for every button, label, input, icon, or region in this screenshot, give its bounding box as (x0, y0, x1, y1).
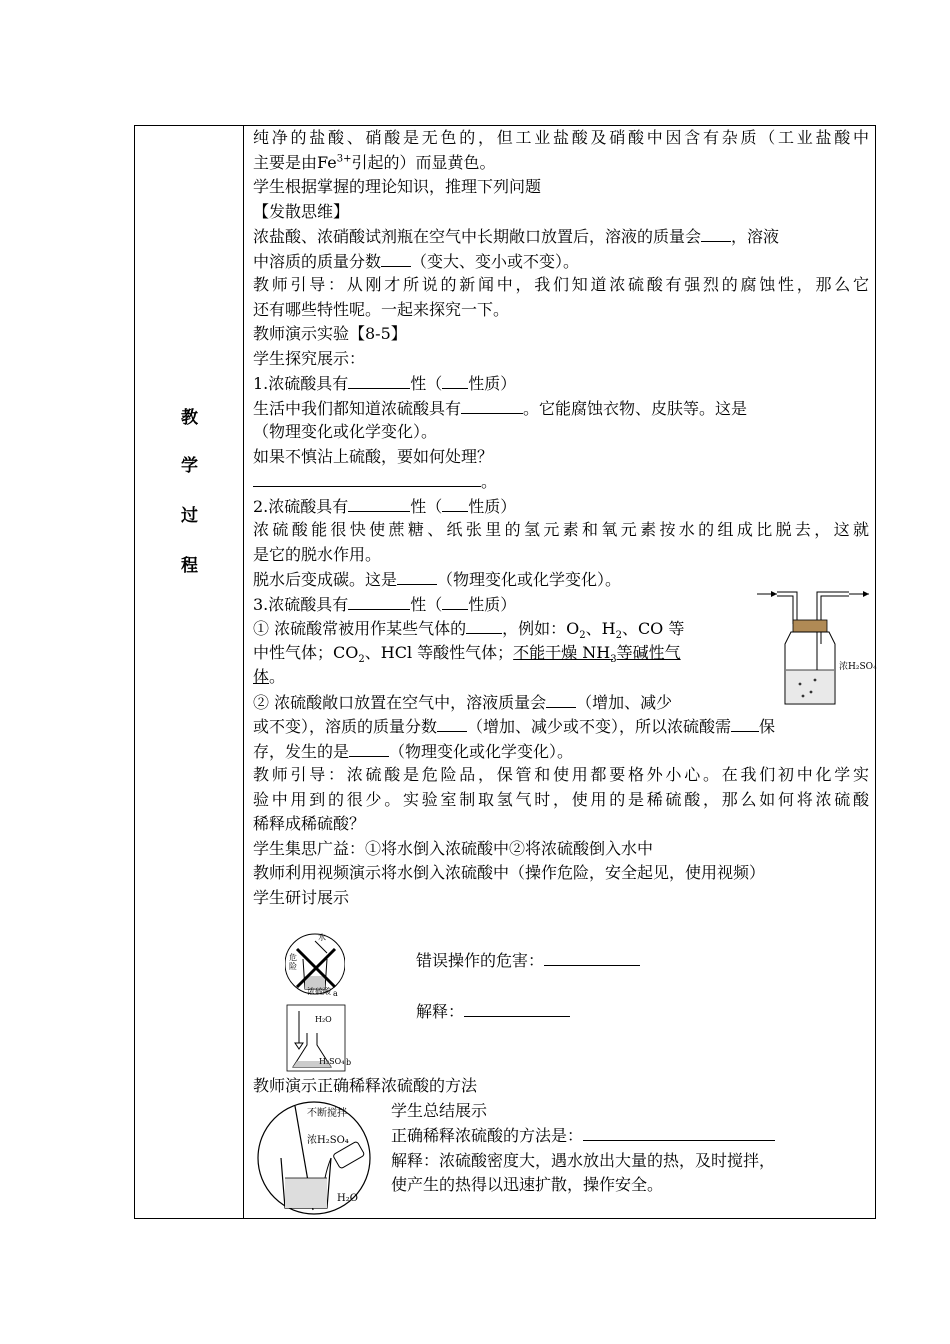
explain-prompt (416, 999, 570, 1022)
text-segment: 3.浓硫酸具有 (253, 594, 349, 614)
fill-blank[interactable] (442, 494, 468, 512)
text-segment: 。 (481, 472, 498, 491)
acid-label: 浓硫酸 (307, 987, 331, 996)
text-line: ① 浓硫酸常被用作某些气体的 ，例如：$O_2$、$H_2$、CO 等 (253, 616, 869, 641)
fill-blank[interactable] (397, 567, 437, 585)
teacher-demo-line: 教师演示正确稀释浓硫酸的方法 (253, 1076, 478, 1095)
text-segment: 中溶质的质量分数 (253, 251, 382, 271)
process-content (253, 126, 869, 910)
text-line (253, 396, 869, 421)
text-segment: ② 浓硫酸敞口放置在空气中，溶液质量会 (253, 692, 547, 712)
h2so4-label: H₂SO₄ (319, 1057, 345, 1066)
figure-tag-b: b (346, 1058, 352, 1067)
text-line: 学生研讨展示 (253, 887, 350, 907)
text-line: 学生探究展示： (253, 348, 366, 368)
summary-title: 学生总结展示 (391, 1101, 488, 1120)
fill-blank[interactable] (544, 948, 640, 966)
text-segment: 性（ (410, 594, 443, 614)
method-label: 正确稀释浓硫酸的方法是： (391, 1126, 584, 1145)
fill-blank[interactable] (348, 494, 410, 512)
text-segment: 脱水后变成碳。这是 (253, 570, 398, 589)
text-line: 验中用到的很少。实验室制取氢气时，使用的是稀硫酸，那么如何将浓硫酸 (253, 789, 869, 809)
text-segment: 、CO 等 (621, 619, 685, 638)
fill-blank[interactable] (701, 224, 731, 242)
wrong-operation-figure-b (285, 1003, 347, 1073)
text-segment: 2.浓硫酸具有 (253, 496, 349, 516)
stir-label: 不断搅拌 (307, 1108, 347, 1119)
fill-blank[interactable] (442, 592, 468, 610)
text-line: 如果不慎沾上硫酸，要如何处理？ (253, 446, 494, 466)
underlined-text: 体 (253, 667, 270, 686)
text-line: 教师引导：从刚才所说的新闻中，我们知道浓硫酸有强烈的腐蚀性，那么它 (253, 275, 869, 294)
text-segment: （增加、减少或不变），所以浓硫酸需 (467, 717, 732, 736)
lesson-table (134, 125, 876, 1219)
text-segment: 。 (269, 667, 286, 686)
text-segment: （变大、变小或不变）。 (411, 251, 580, 271)
fill-blank[interactable] (437, 714, 467, 732)
summary-explain-line: 解释：浓硫酸密度大，遇水放出大量的热，及时搅拌， (391, 1151, 776, 1170)
text-segment: 浓盐酸、浓硝酸试剂瓶在空气中长期敞口放置后，溶液的质量会 (253, 227, 702, 246)
harm-label: 错误操作的危害： (416, 951, 545, 970)
summary-explain-line: 使产生的热得以迅速扩散，操作安全。 (391, 1175, 664, 1194)
text-line (253, 714, 869, 739)
harm-prompt (416, 948, 640, 971)
correct-dilution-figure (255, 1098, 373, 1218)
text-segment: 1.浓硫酸具有 (253, 374, 349, 393)
fill-blank[interactable] (583, 1123, 775, 1141)
text-line: 教师引导：浓硫酸是危险品，保管和使用都要格外小心。在我们初中化学实 (253, 765, 869, 784)
text-segment: 或不变），溶质的质量分数 (253, 717, 438, 736)
acid-label: 浓H₂SO₄ (307, 1135, 349, 1146)
text-line (253, 371, 869, 396)
text-line: 中性气体；$CO_2$、HCl 等酸性气体；不能干燥 $NH_3$等碱性气 (253, 642, 681, 665)
text-segment: 性质） (468, 594, 517, 614)
water-label: 水 (318, 933, 326, 942)
process-char: 程 (181, 556, 198, 576)
text-segment: ，例如：O (502, 619, 580, 638)
method-prompt (391, 1123, 775, 1146)
h2o-label: H₂O (315, 1015, 332, 1024)
text-line (253, 739, 869, 764)
text-line (253, 249, 869, 274)
text-segment: ① 浓硫酸常被用作某些气体的 (253, 619, 467, 638)
text-line: 是它的脱水作用。 (253, 544, 382, 564)
h2o-label: H₂O (337, 1193, 358, 1204)
process-char: 学 (181, 456, 198, 476)
section-heading: 【发散思维】 (253, 201, 350, 221)
gas-washing-bottle-figure (755, 584, 877, 710)
fill-blank[interactable] (546, 690, 576, 708)
text-line (253, 224, 869, 249)
fill-blank[interactable] (348, 371, 410, 389)
text-line: 浓硫酸能很快使蔗糖、纸张里的氢元素和氧元素按水的组成比脱去，这就 (253, 520, 869, 539)
text-segment: 性质） (468, 374, 517, 393)
text-line: 学生集思广益：①将水倒入浓硫酸中②将浓硫酸倒入水中 (253, 838, 654, 858)
text-line: 教师利用视频演示将水倒入浓硫酸中（操作危险，安全起见，使用视频） (253, 863, 766, 882)
charge-superscript: 3+ (336, 153, 352, 165)
text-line (253, 469, 869, 494)
process-column (135, 126, 244, 1218)
text-segment: 。它能腐蚀衣物、皮肤等。这是 (523, 398, 748, 418)
fill-blank[interactable] (461, 396, 523, 414)
text-segment: 性质） (468, 496, 517, 516)
explain-label: 解释： (416, 1002, 465, 1021)
text-line: 纯净的盐酸、硝酸是无色的，但工业盐酸及硝酸中因含有杂质（工业盐酸中 (253, 128, 869, 147)
text-line (253, 151, 869, 176)
text-line: 还有哪些特性呢。一起来探究一下。 (253, 299, 510, 319)
text-segment: 引起的）而显黄色。 (351, 152, 496, 172)
process-char: 教 (181, 408, 198, 428)
text-segment: （物理变化或化学变化）。 (437, 570, 622, 589)
text-segment: （增加、减少 (576, 692, 673, 712)
text-segment: 生活中我们都知道浓硫酸具有 (253, 398, 462, 418)
text-segment: 性（ (410, 374, 443, 393)
text-segment: ，溶液 (731, 227, 780, 246)
figure-tag-a: a (333, 989, 338, 998)
text-line (253, 494, 869, 519)
text-segment: 中性气体；CO (253, 642, 359, 662)
fill-blank[interactable] (253, 469, 481, 487)
fill-blank[interactable] (466, 616, 502, 634)
fill-blank[interactable] (348, 592, 410, 610)
danger-label: 危险 (289, 953, 297, 971)
text-segment: 主要是由 (253, 152, 318, 172)
text-segment: 、HCl 等酸性气体； (364, 642, 514, 662)
text-line: （物理变化或化学变化）。 (253, 422, 438, 441)
underlined-text: 不能干燥 $NH_3$等碱性气 (513, 642, 681, 665)
text-line: 教师演示实验【8-5】 (253, 324, 407, 343)
fill-blank[interactable] (349, 739, 389, 757)
bottle-illustration (755, 584, 873, 710)
text-segment: 保 (759, 717, 776, 736)
text-segment: （物理变化或化学变化）。 (389, 741, 574, 761)
text-line: 稀释成稀硫酸？ (253, 814, 366, 833)
text-segment: 、H (585, 619, 616, 638)
text-segment: 存，发生的是 (253, 741, 350, 761)
fill-blank[interactable] (442, 371, 468, 389)
text-segment: 不能干燥 NH (513, 642, 611, 662)
text-line: 学生根据掌握的理论知识，推理下列问题 (253, 177, 542, 196)
fill-blank[interactable] (464, 999, 570, 1017)
text-segment: 等碱性气 (616, 642, 681, 662)
text-segment: 性（ (410, 496, 443, 516)
fill-blank[interactable] (381, 249, 411, 267)
process-char: 过 (181, 506, 198, 526)
bottle-label: 浓H₂SO₄ (839, 662, 877, 672)
fill-blank[interactable] (731, 714, 759, 732)
chem-formula: Fe (317, 152, 337, 172)
